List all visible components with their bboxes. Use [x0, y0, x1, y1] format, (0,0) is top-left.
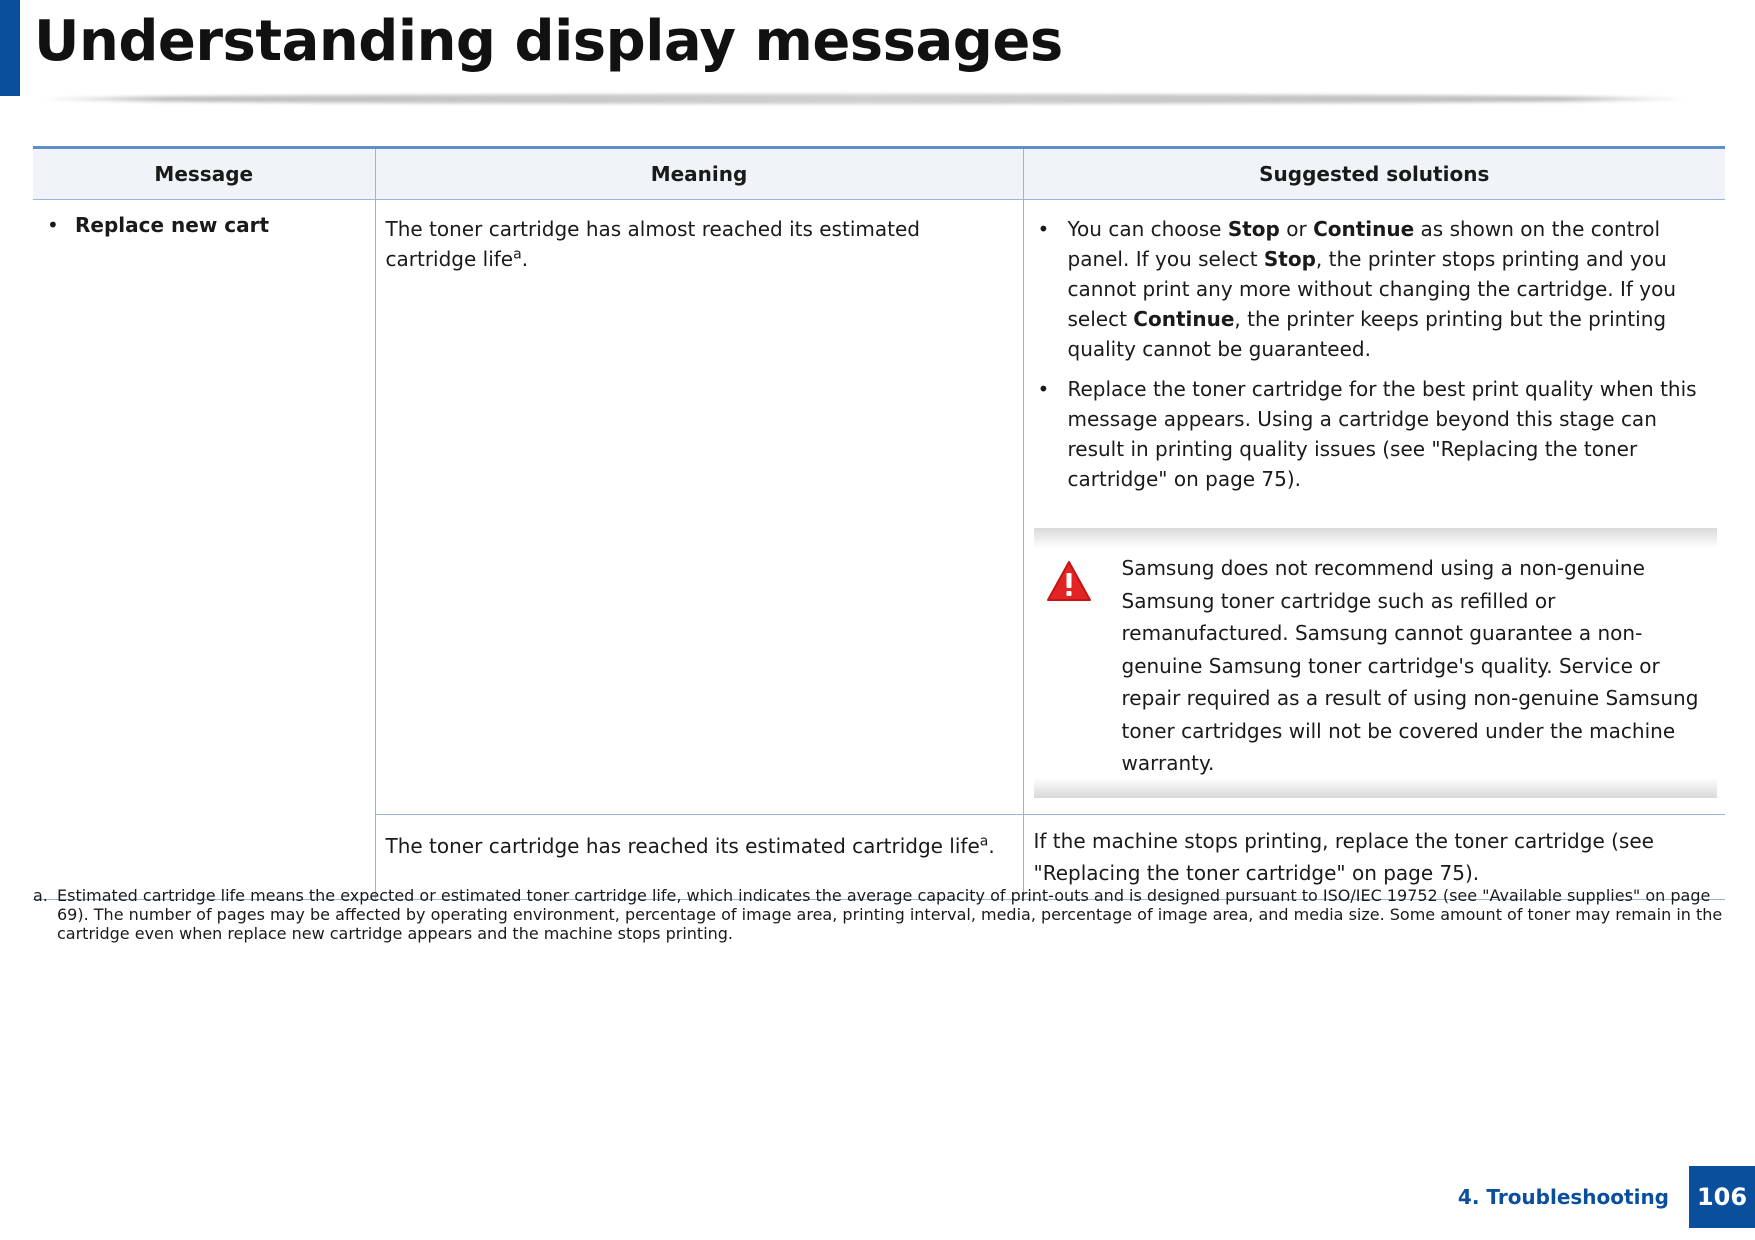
solutions-list: [1034, 214, 1716, 494]
text-run: or: [1279, 217, 1314, 241]
solutions-cell: [1023, 200, 1725, 815]
header-solutions: Suggested solutions: [1023, 148, 1725, 200]
table-header-row: [33, 148, 1725, 200]
text-run: , the printer keeps printing but the printing quality cannot be guaranteed.: [1067, 307, 1667, 361]
header-message: Message: [33, 148, 375, 200]
text-run: , the printer stops printing and you cannot print any more without changing the cartridge. If you select: [1067, 247, 1677, 331]
continue-label: Continue: [1133, 307, 1235, 331]
messages-table: [33, 146, 1725, 900]
list-item: [1034, 374, 1716, 494]
stop-label: Stop: [1227, 217, 1280, 241]
footnote-ref: a: [979, 832, 989, 849]
meaning-text: The toner cartridge has almost reached its estimated cartridge life: [385, 217, 920, 271]
text-run: You can choose: [1067, 217, 1228, 241]
left-accent-bar: [0, 0, 20, 96]
stop-label: Stop: [1263, 247, 1316, 271]
solutions-cell: If the machine stops printing, replace the toner cartridge (see "Replacing the toner cartridge" on page 75).: [1023, 814, 1725, 899]
bullet: •: [1037, 377, 1050, 401]
meaning-end: .: [988, 833, 995, 858]
footnote-ref: a: [513, 246, 522, 263]
bullet: •: [1037, 217, 1050, 241]
footnote: [33, 886, 1723, 943]
bullet: •: [47, 213, 59, 237]
text-run: as shown on the control panel. If you select: [1067, 217, 1661, 271]
meaning-text: The toner cartridge has reached its estimated cartridge life: [385, 833, 980, 858]
meaning-cell: [375, 200, 1023, 815]
warning-text: Samsung does not recommend using a non-genuine Samsung toner cartridge such as refilled or remanufactured. Samsung cannot guarantee a non-genuine Samsung toner cartridge's quality. Service or repair required as a result of using non-genuine Samsung toner cartridges will not be covered under the machine warranty.: [1121, 556, 1699, 775]
meaning-end: .: [521, 247, 529, 271]
warning-triangle-icon: [1034, 552, 1122, 780]
header-meaning: Meaning: [375, 148, 1023, 200]
continue-label: Continue: [1313, 217, 1415, 241]
table-row: [33, 200, 1725, 815]
page-number: 106: [1689, 1166, 1755, 1228]
solution-text: [1068, 214, 1716, 364]
page-title: Understanding display messages: [34, 9, 1063, 74]
list-item: [1034, 214, 1716, 364]
footnote-text: Estimated cartridge life means the expected or estimated toner cartridge life, which indicates the average capacity of print-outs and is designed pursuant to ISO/IEC 19752 (see "Available supplies" on page 69). The number of pages may be affected by operating environment, percentage of image area, printing interval, media, percentage of image area, and media size. Some amount of toner may remain in the cartridge even when replace new cartridge appears and the machine stops printing.: [57, 886, 1723, 943]
section-label: 4. Troubleshooting: [1457, 1185, 1669, 1209]
warning-note: [1034, 528, 1718, 798]
message-item: [43, 210, 365, 240]
message-cell: [33, 200, 375, 900]
solution-text: Replace the toner cartridge for the best print quality when this message appears. Using a cartridge beyond this stage can result in printing quality issues (see "Replacing the toner cartridge" on page 75).: [1067, 377, 1697, 491]
message-text: Replace new cart: [75, 213, 270, 237]
title-divider: [34, 94, 1694, 104]
footnote-mark: a.: [33, 886, 48, 905]
